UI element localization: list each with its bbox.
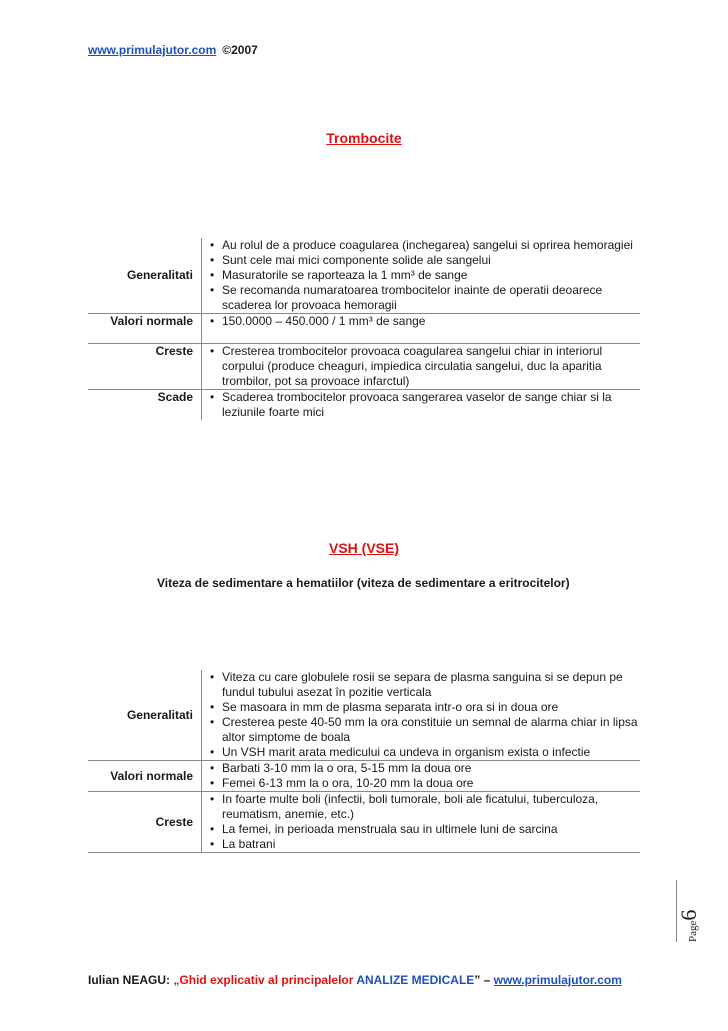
header-site-link[interactable]: www.primulajutor.com xyxy=(88,43,217,57)
list-item: • Cresterea peste 40-50 mm la ora constituie un semnal de alarma chiar in lipsa altor simptome de boala xyxy=(210,715,638,744)
footer-author: Iulian NEAGU: xyxy=(88,973,171,987)
header-copyright: ©2007 xyxy=(222,43,258,57)
list-item: • Au rolul de a produce coagularea (inchegarea) sangelui si oprirea hemoragiei xyxy=(210,238,633,252)
list-item: • Barbati 3-10 mm la o ora, 5-15 mm la doua ore xyxy=(210,761,472,775)
footer-book-title: Ghid explicativ al principalelor xyxy=(179,973,354,987)
trombocite-label-generalitati: Generalitati xyxy=(88,238,202,314)
footer-quote-open: „ xyxy=(173,973,180,987)
vsh-label-creste: Creste xyxy=(88,792,202,853)
list-item: • Un VSH marit arata medicului ca undeva in organism exista o infectie xyxy=(210,745,591,759)
list-item: • La femei, in perioada menstruala sau in ultimele luni de sarcina xyxy=(210,822,558,836)
list-item: • Viteza cu care globulele rosii se separa de plasma sanguina si se depun pe fundul tubului asezat în pozitie verticala xyxy=(210,670,623,699)
trombocite-title: Trombocite xyxy=(326,130,402,146)
footer-site-link[interactable]: www.primulajutor.com xyxy=(493,973,622,987)
list-item: • Se masoara in mm de plasma separata intr-o ora si in doua ore xyxy=(210,700,559,714)
vsh-label-valori-normale: Valori normale xyxy=(88,761,202,792)
trombocite-table xyxy=(88,238,640,420)
list-item: • La batrani xyxy=(210,837,276,851)
page-number-box xyxy=(676,880,701,942)
trombocite-label-valori-normale: Valori normale xyxy=(88,314,202,330)
page-number: 6 xyxy=(676,909,701,921)
list-item: • 150.0000 – 450.000 / 1 mm³ de sange xyxy=(210,314,426,328)
footer-book-topic: ANALIZE MEDICALE xyxy=(356,973,475,987)
list-item: • Femei 6-13 mm la o ora, 10-20 mm la doua ore xyxy=(210,776,474,790)
vsh-table xyxy=(88,670,640,853)
trombocite-label-scade: Scade xyxy=(88,390,202,421)
footer-quote-close: ” – xyxy=(474,973,491,987)
vsh-subtitle: Viteza de sedimentare a hematiilor (viteza de sedimentare a eritrocitelor) xyxy=(157,576,570,590)
list-item: • Cresterea trombocitelor provoaca coagularea sangelui chiar in interiorul corpului (produce cheaguri, impiedica circulatia sangelui, duc la aparitia trombilor, pot sa provoace infarctul) xyxy=(210,344,603,388)
list-item: • Se recomanda numaratoarea trombocitelor inainte de operatii deoarece scaderea lor provoaca hemoragii xyxy=(210,283,603,312)
list-item: • Sunt cele mai mici componente solide ale sangelui xyxy=(210,253,491,267)
trombocite-label-creste: Creste xyxy=(88,344,202,390)
page-label: Page xyxy=(687,920,699,942)
header xyxy=(88,43,258,57)
list-item: • Scaderea trombocitelor provoaca sangerarea vaselor de sange chiar si la leziunile foarte mici xyxy=(210,390,612,419)
vsh-title: VSH (VSE) xyxy=(328,540,399,556)
vsh-label-generalitati: Generalitati xyxy=(88,670,202,761)
list-item: • Masuratorile se raporteaza la 1 mm³ de sange xyxy=(210,268,468,282)
footer xyxy=(88,973,622,987)
list-item: • In foarte multe boli (infectii, boli tumorale, boli ale ficatului, tuberculoza, reumatism, anemie, etc.) xyxy=(210,792,599,821)
